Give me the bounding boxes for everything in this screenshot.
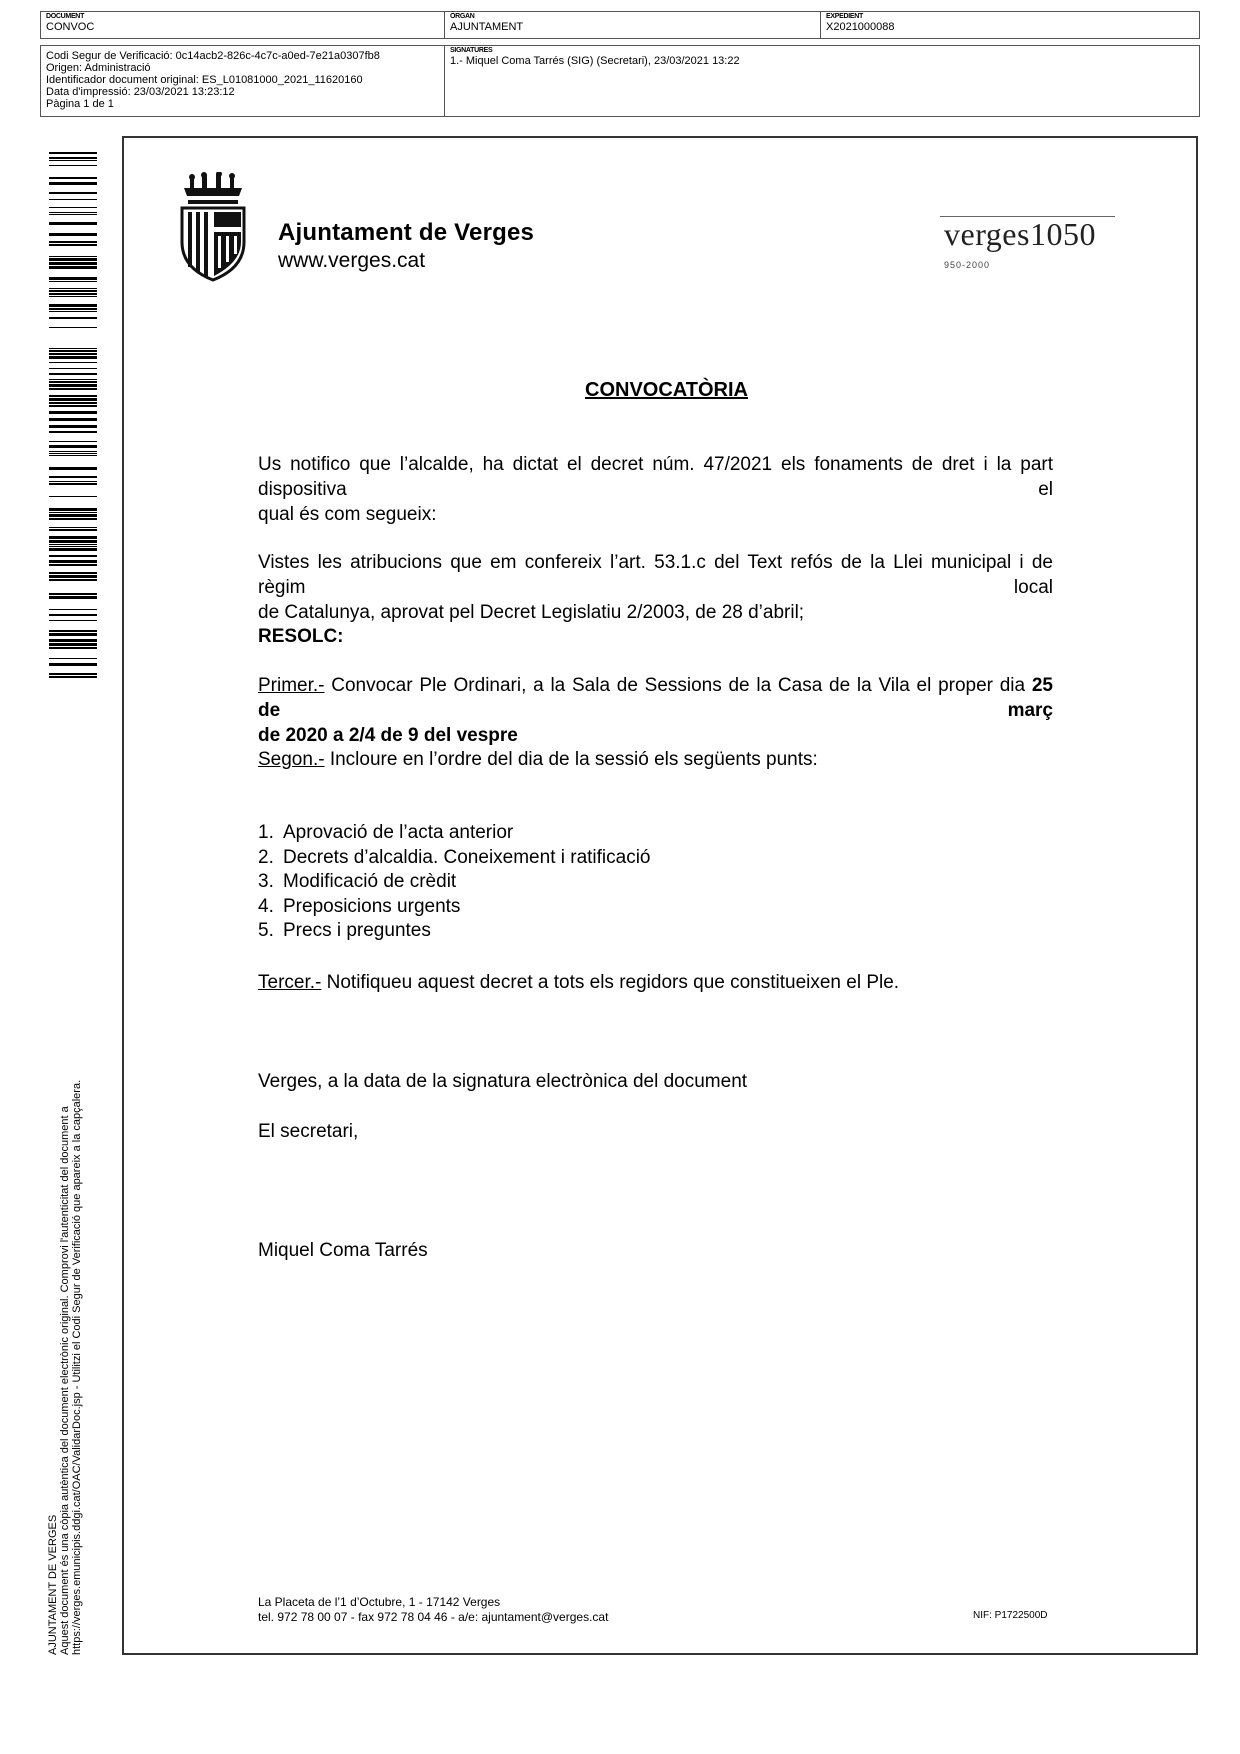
document-cell <box>41 12 444 38</box>
organ-value: AJUNTAMENT <box>450 21 524 33</box>
org-website: www.verges.cat <box>278 249 426 272</box>
original-identifier: Identificador document original: ES_L01081000_2021_11620160 <box>46 74 363 86</box>
expedient-cell <box>820 12 1199 38</box>
document-value: CONVOC <box>46 21 95 33</box>
resolc-heading: RESOLC: <box>258 626 344 647</box>
segon-text: Incloure en l’ordre del dia de la sessió els següents punts: <box>324 749 818 770</box>
tercer-label: Tercer.- <box>258 972 322 993</box>
list-item: 4. Preposicions urgents <box>258 895 461 917</box>
page-title: CONVOCATÒRIA <box>585 379 748 401</box>
page-count: Pàgina 1 de 1 <box>46 98 114 110</box>
signer-name: Miquel Coma Tarrés <box>258 1240 428 1261</box>
signer-role: El secretari, <box>258 1121 359 1142</box>
org-name: Ajuntament de Verges <box>278 219 535 246</box>
intro-line-2: qual és com segueix: <box>258 504 437 525</box>
nif-number: NIF: P1722500D <box>973 1610 1048 1621</box>
barcode-icon <box>49 152 97 682</box>
vistes-paragraph <box>258 550 1053 625</box>
tercer-text: Notifiqueu aquest decret a tots els regidors que constitueixen el Ple. <box>321 972 900 993</box>
primer-line-2: de 2020 a 2/4 de 9 del vespre <box>258 725 518 746</box>
intro-paragraph <box>258 452 1053 527</box>
expedient-value: X2021000088 <box>826 21 895 33</box>
primer-paragraph <box>258 673 1053 748</box>
vistes-line-1: Vistes les atribucions que em confereix l’art. 53.1.c del Text refós de la Llei municipal i de règim local <box>258 552 1053 598</box>
contact-line: tel. 972 78 00 07 - fax 972 78 04 46 - a/e: ajuntament@verges.cat <box>258 1610 609 1624</box>
vistes-line-2: de Catalunya, aprovat pel Decret Legislatiu 2/2003, de 28 d’abril; <box>258 602 805 623</box>
footer-address <box>258 1595 608 1625</box>
print-date: Data d'impressió: 23/03/2021 13:23:12 <box>46 86 235 98</box>
segon-label: Segon.- <box>258 749 325 770</box>
expedient-label: EXPEDIENT <box>826 13 863 20</box>
side-text-line-3: https://verges.emunicipis.ddgi.cat/OAC/ValidarDoc.jsp - Utilitzi el Codi Segur de Verificació que apareix a la capçalera. <box>71 1079 83 1655</box>
organ-cell <box>444 12 820 38</box>
primer-label: Primer.- <box>258 675 325 696</box>
list-item: 1. Aprovació de l’acta anterior <box>258 822 514 843</box>
header-meta-row <box>40 45 1200 117</box>
signatures-cell <box>444 46 1199 116</box>
primer-date: 25 de març <box>258 675 1053 721</box>
place-date: Verges, a la data de la signatura electrònica del document <box>258 1071 748 1092</box>
document-label: DOCUMENT <box>46 13 85 20</box>
header-top-row <box>40 11 1200 39</box>
verges-1050-logo <box>940 212 1115 270</box>
agenda-list <box>258 821 651 944</box>
signatures-label: SIGNATURES <box>450 47 493 54</box>
primer-line-1 <box>258 673 1053 723</box>
validation-side-text <box>47 895 83 1655</box>
address-line: La Placeta de l’1 d’Octubre, 1 - 17142 Verges <box>258 1595 501 1609</box>
segon-paragraph <box>258 747 1053 772</box>
logo-subtext: 950-2000 <box>944 260 991 270</box>
verification-code: Codi Segur de Verificació: 0c14acb2-826c-4c7c-a0ed-7e21a0307fb8 <box>46 50 380 62</box>
logo-wordmark: verges1050 <box>944 216 1096 252</box>
organ-label: ÒRGAN <box>450 13 475 20</box>
list-item: 5. Precs i preguntes <box>258 920 431 941</box>
signatures-value: 1.- Miquel Coma Tarrés (SIG) (Secretari), 23/03/2021 13:22 <box>450 55 740 67</box>
tercer-paragraph <box>258 970 1053 995</box>
coat-of-arms-icon <box>176 172 250 284</box>
primer-text: Convocar Ple Ordinari, a la Sala de Sessions de la Casa de la Vila el proper dia <box>324 675 1032 696</box>
verification-cell <box>41 46 444 116</box>
list-item: 3. Modificació de crèdit <box>258 871 457 892</box>
side-text-line-2: Aquest document és una còpia autèntica del document electrònic original. Comprovi l'autenticitat del document a <box>59 1106 71 1655</box>
intro-line-1: Us notifico que l’alcalde, ha dictat el decret núm. 47/2021 els fonaments de dret i la part dispositiva el <box>258 454 1053 500</box>
list-item: 2. Decrets d’alcaldia. Coneixement i ratificació <box>258 846 651 868</box>
side-text-line-1: AJUNTAMENT DE VERGES <box>47 1514 59 1655</box>
origin: Origen: Administració <box>46 62 151 74</box>
